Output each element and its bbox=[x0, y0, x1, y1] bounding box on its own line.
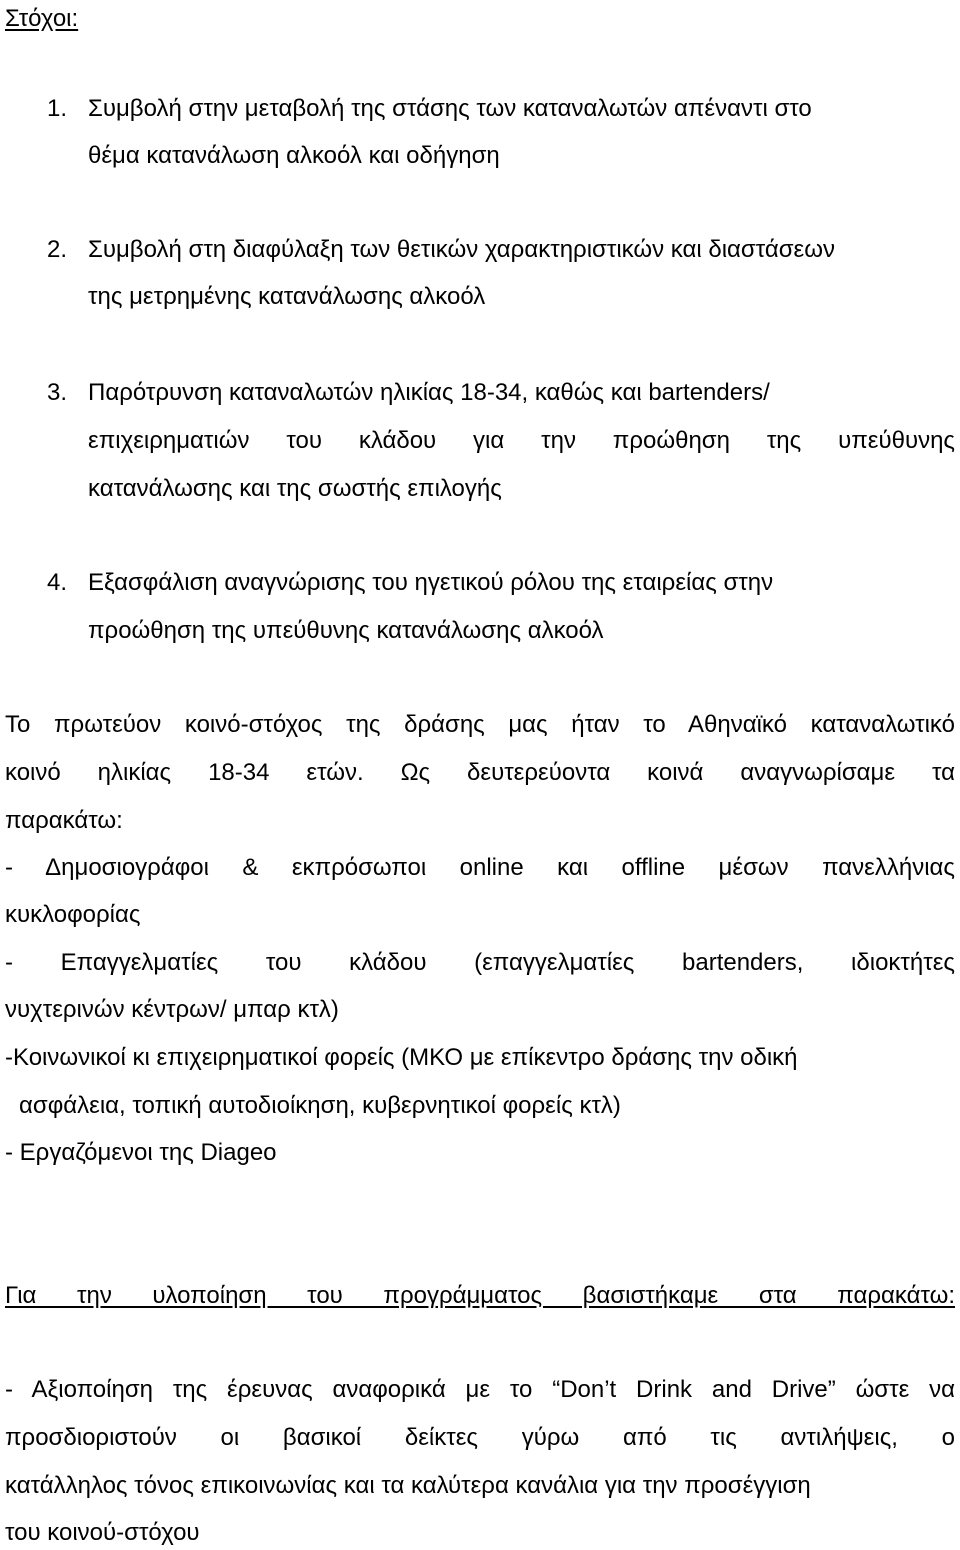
audience-line: κυκλοφορίας bbox=[5, 901, 141, 928]
goal-text-line: προώθηση της υπεύθυνης κατανάλωσης αλκοόλ bbox=[88, 617, 604, 644]
goal-text-line: της μετρημένης κατανάλωσης αλκοόλ bbox=[88, 283, 486, 310]
goal-text-line: θέμα κατανάλωση αλκοόλ και οδήγηση bbox=[88, 142, 500, 169]
goal-text-line: κατανάλωσης και της σωστής επιλογής bbox=[88, 475, 502, 502]
section-heading-goals: Στόχοι: bbox=[5, 5, 79, 32]
audience-line: - Δημοσιογράφοι & εκπρόσωποι online και offline μέσων πανελλήνιας bbox=[5, 854, 955, 881]
implementation-line: του κοινού-στόχου bbox=[5, 1519, 200, 1546]
audience-line: ασφάλεια, τοπική αυτοδιοίκηση, κυβερνητικοί φορείς κτλ) bbox=[19, 1092, 621, 1119]
goal-text-line: επιχειρηματιών του κλάδου για την προώθηση της υπεύθυνης bbox=[88, 427, 955, 454]
implementation-heading: Για την υλοποίηση του προγράμματος βασιστήκαμε στα παρακάτω: bbox=[5, 1282, 955, 1309]
audience-line: Το πρωτεύον κοινό-στόχος της δράσης μας ήταν το Αθηναϊκό καταναλωτικό bbox=[5, 711, 955, 738]
implementation-line: κατάλληλος τόνος επικοινωνίας και τα καλύτερα κανάλια για την προσέγγιση bbox=[5, 1472, 811, 1499]
implementation-line: - Αξιοποίηση της έρευνας αναφορικά με το “Don’t Drink and Drive” ώστε να bbox=[5, 1376, 955, 1403]
goal-text-line: Συμβολή στη διαφύλαξη των θετικών χαρακτηριστικών και διαστάσεων bbox=[88, 236, 835, 263]
goal-number: 1. bbox=[47, 95, 68, 122]
audience-line: -Κοινωνικοί κι επιχειρηματικοί φορείς (ΜΚΟ με επίκεντρο δράσης την οδική bbox=[5, 1044, 798, 1071]
audience-line: κοινό ηλικίας 18-34 ετών. Ως δευτερεύοντα κοινά αναγνωρίσαμε τα bbox=[5, 759, 955, 786]
goal-number: 4. bbox=[47, 569, 68, 596]
goal-number: 2. bbox=[47, 236, 68, 263]
goal-text-line: Συμβολή στην μεταβολή της στάσης των καταναλωτών απέναντι στο bbox=[88, 95, 812, 122]
audience-line: - Επαγγελματίες του κλάδου (επαγγελματίες bartenders, ιδιοκτήτες bbox=[5, 949, 955, 976]
goal-number: 3. bbox=[47, 379, 68, 406]
audience-line: - Εργαζόμενοι της Diageo bbox=[5, 1139, 277, 1166]
goal-text-line: Εξασφάλιση αναγνώρισης του ηγετικού ρόλου της εταιρείας στην bbox=[88, 569, 774, 596]
audience-line: νυχτερινών κέντρων/ μπαρ κτλ) bbox=[5, 996, 339, 1023]
implementation-line: προσδιοριστούν οι βασικοί δείκτες γύρω από τις αντιλήψεις, ο bbox=[5, 1424, 955, 1451]
audience-line: παρακάτω: bbox=[5, 807, 123, 834]
goal-text-line: Παρότρυνση καταναλωτών ηλικίας 18-34, καθώς και bartenders/ bbox=[88, 379, 770, 406]
